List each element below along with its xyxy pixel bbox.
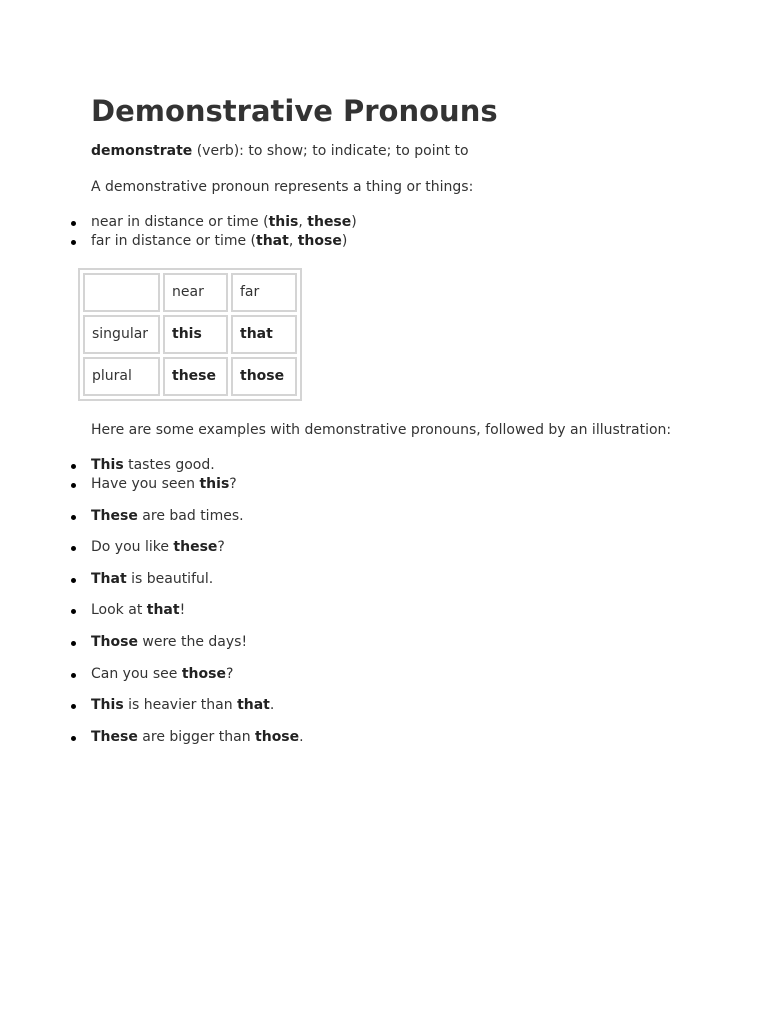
list-item-text: , (288, 233, 298, 249)
list-item-bold: that (256, 233, 289, 249)
example-text: ! (179, 602, 186, 619)
list-item (91, 232, 711, 251)
document-page (91, 92, 711, 759)
example-bold: Those (91, 633, 138, 650)
example-item (91, 475, 711, 494)
table-row (83, 315, 297, 354)
table-header-near: near (163, 273, 228, 312)
example-item (91, 633, 711, 652)
list-item-text: , (298, 214, 308, 230)
list-item-text: far in distance or time ( (91, 233, 257, 249)
example-item (91, 665, 711, 684)
list-item-bold: these (307, 214, 352, 230)
examples-intro-text: Here are some examples with demonstrative pronouns, followed by an illustration: (91, 422, 672, 438)
example-bold: These (91, 728, 138, 745)
table-cell (163, 315, 228, 354)
example-text: are bad times. (137, 507, 244, 524)
example-bold: these (173, 539, 218, 556)
example-text: Look at (91, 602, 147, 619)
table-cell-bold: this (172, 326, 202, 342)
table-cell (83, 273, 160, 312)
example-text: . (269, 697, 275, 714)
example-text: tastes good. (123, 457, 215, 473)
example-item (91, 507, 711, 526)
example-bold: This (91, 457, 124, 473)
table-cell-bold: that (240, 326, 273, 342)
table-cell-bold: those (240, 368, 285, 384)
example-text: ? (225, 665, 234, 682)
examples-list (47, 456, 711, 747)
example-bold: That (91, 570, 127, 587)
example-bold: those (181, 665, 226, 682)
table-cell-bold: these (172, 368, 216, 384)
list-item-text: near in distance or time ( (91, 214, 269, 230)
definition-line (91, 142, 711, 161)
example-text: ? (217, 539, 225, 556)
example-text: . (299, 728, 304, 745)
table-header-far: far (231, 273, 297, 312)
example-item (91, 456, 711, 475)
example-bold: These (91, 507, 138, 524)
definition-term: demonstrate (91, 143, 193, 159)
example-item (91, 570, 711, 589)
page-title: Demonstrative Pronouns (91, 94, 498, 128)
example-text: is heavier than (123, 697, 238, 714)
example-item (91, 728, 711, 747)
example-item (91, 696, 711, 715)
list-item-text: ) (351, 214, 357, 230)
example-bold: those (255, 728, 300, 745)
example-text: were the days! (137, 633, 248, 650)
definition-text: (verb): to show; to indicate; to point to (192, 143, 469, 159)
example-bold: that (146, 602, 180, 619)
example-bold: that (237, 697, 270, 714)
example-text: Do you like (91, 539, 174, 556)
list-item (91, 213, 711, 232)
example-item (91, 601, 711, 620)
table-cell (231, 315, 297, 354)
table-row (83, 357, 297, 396)
intro-text: A demonstrative pronoun represents a thing or things: (91, 179, 474, 195)
example-text: are bigger than (137, 728, 256, 745)
table-cell (231, 357, 297, 396)
pronoun-table (78, 268, 302, 401)
example-text: Can you see (91, 665, 182, 682)
table-row-label: singular (83, 315, 160, 354)
example-bold: This (91, 697, 124, 714)
table-row-label: plural (83, 357, 160, 396)
distance-list (47, 213, 711, 251)
example-item (91, 538, 711, 557)
example-text: Have you seen (91, 476, 200, 492)
list-item-bold: those (297, 233, 342, 249)
example-bold: this (199, 476, 230, 492)
table-cell (163, 357, 228, 396)
list-item-text: ) (341, 233, 348, 249)
example-text: is beautiful. (126, 570, 214, 587)
list-item-bold: this (268, 214, 299, 230)
example-text: ? (229, 476, 237, 492)
table-header-row (83, 273, 297, 312)
